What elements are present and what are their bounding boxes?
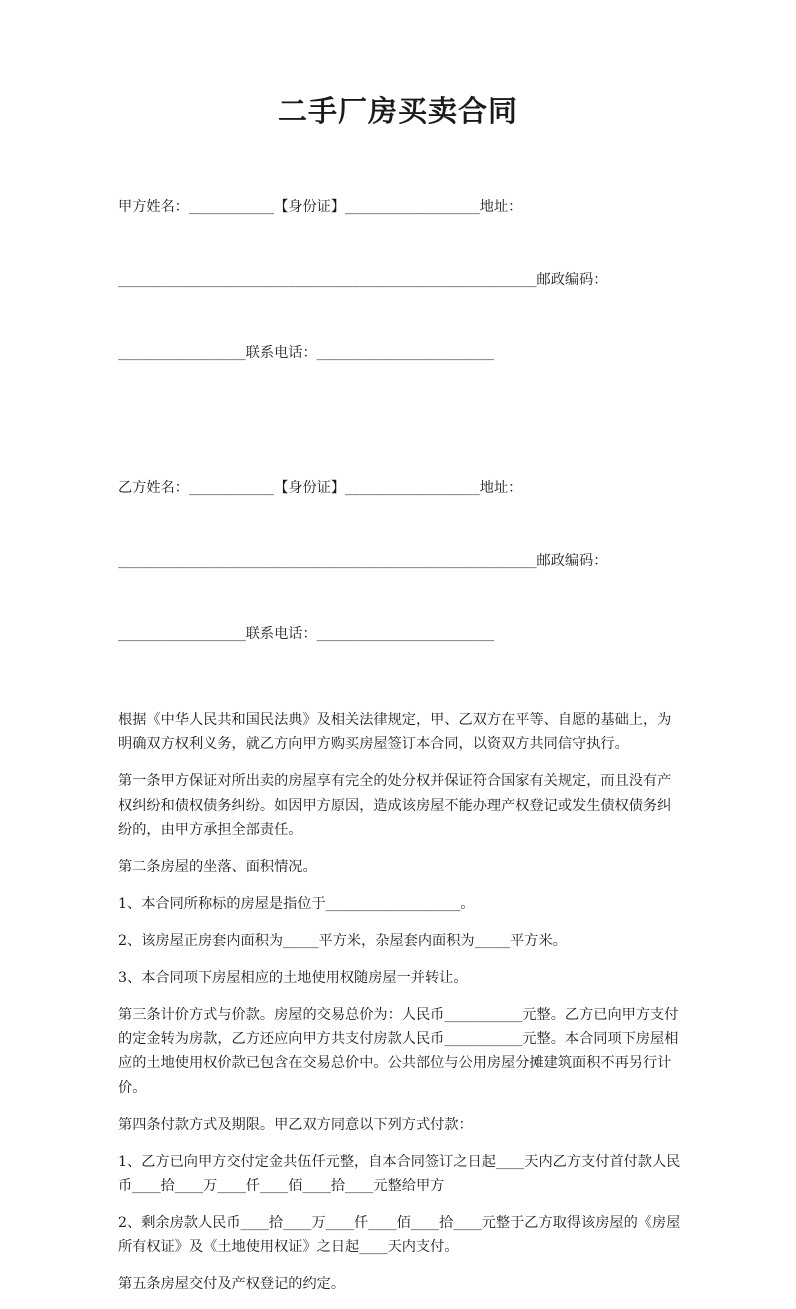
party-a-line-1: 甲方姓名：____________【身份证】___________________地址：: [118, 198, 523, 215]
party-a-line-2: ___________________________________________________________邮政编码：: [118, 272, 608, 289]
party-b-block: [118, 427, 684, 695]
article-2-item-1: 1、本合同所称标的房屋是指位于___________________。: [118, 895, 475, 912]
party-b-line-1: 乙方姓名：____________【身份证】___________________地址：: [118, 479, 523, 496]
preamble-paragraph: 根据《中华人民共和国民法典》及相关法律规定，甲、乙双方在平等、自愿的基础上，为明确双方权利义务，就乙方向甲方购买房屋签订本合同，以资双方共同信守执行。: [118, 711, 672, 753]
party-b-line-3: __________________联系电话：_________________________: [118, 626, 494, 643]
article-2-item-3: 3、本合同项下房屋相应的土地使用权随房屋一并转让。: [118, 969, 468, 986]
article-2-item-2: 2、该房屋正房套内面积为_____平方米，杂屋套内面积为_____平方米。: [118, 932, 567, 949]
party-a-line-3: __________________联系电话：_________________________: [118, 345, 494, 362]
article-4-item-2: 2、剩余房款人民币____拾____万____仟____佰____拾____元整于乙方取得该房屋的《房屋所有权证》及《土地使用权证》之日起____天内支付。: [118, 1214, 681, 1256]
document-body: [118, 146, 684, 1309]
article-5-heading: 第五条房屋交付及产权登记的约定。: [118, 1276, 346, 1293]
article-4-item-1: 1、乙方已向甲方交付定金共伍仟元整，自本合同签订之日起____天内乙方支付首付款人民币____拾____万____仟____佰____拾____元整给甲方: [118, 1153, 681, 1195]
article-1-paragraph: 第一条甲方保证对所出卖的房屋享有完全的处分权并保证符合国家有关规定，而且没有产权纠纷和债权债务纠纷。如因甲方原因，造成该房屋不能办理产权登记或发生债权债务纠纷的，由甲方承担全部责任。: [118, 773, 672, 839]
party-a-block: [118, 146, 684, 414]
party-b-line-2: ___________________________________________________________邮政编码：: [118, 553, 608, 569]
article-2-heading: 第二条房屋的坐落、面积情况。: [118, 858, 317, 875]
article-4-heading: 第四条付款方式及期限。甲乙双方同意以下列方式付款：: [118, 1116, 473, 1133]
article-3-paragraph: 第三条计价方式与价款。房屋的交易总价为：人民币___________元整。乙方已向甲方支付的定金转为房款，乙方还应向甲方共支付房款人民币___________元整。本合同项下房屋相应的土地使用权价款已包含在交易总价中。公共部位与公用房屋分摊建筑面积不再另行计价。: [118, 1006, 679, 1096]
document-title: 二手厂房买卖合同: [277, 94, 518, 128]
